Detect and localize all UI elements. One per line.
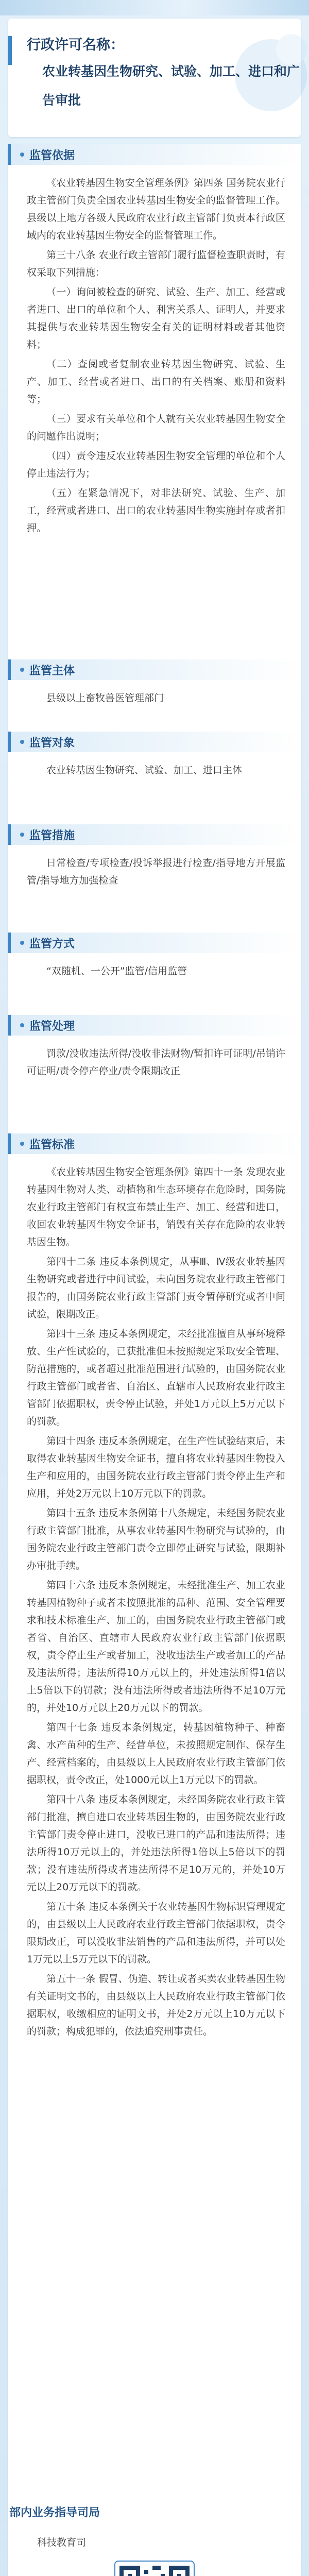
section-bullet-icon xyxy=(20,668,24,672)
section-object xyxy=(8,732,301,781)
section-bullet-icon xyxy=(20,740,24,744)
paragraph: （二）查阅或者复制农业转基因生物研究、试验、生产、加工、经营或者进口、出口的有关档案、账册和资料等； xyxy=(27,359,285,405)
paragraph: “双随机、一公开”监管/信用监管 xyxy=(46,965,187,977)
section-basis xyxy=(8,144,301,539)
main-card xyxy=(8,144,301,2576)
license-name xyxy=(27,33,301,115)
license-label: 行政许可名称： xyxy=(27,37,124,53)
section-method xyxy=(8,933,301,982)
section-header xyxy=(8,933,301,953)
section-bullet-icon xyxy=(20,941,24,945)
section-body xyxy=(8,953,301,980)
section-title: 监管措施 xyxy=(29,829,75,842)
paragraph: （四）责令违反农业转基因生物安全管理的单位和个人停止违法行为； xyxy=(27,450,285,479)
section-body xyxy=(8,1036,301,1080)
paragraph: 第三十八条 农业行政主管部门履行监督检查职责时，有权采取下列措施： xyxy=(27,249,285,278)
section-bullet-icon xyxy=(20,833,24,837)
section-body xyxy=(8,1154,301,2040)
top-band xyxy=(0,0,309,15)
paragraph: （五）在紧急情况下，对非法研究、试验、生产、加工，经营或者进口、出口的农业转基因生物实施封存或者扣押。 xyxy=(27,487,285,534)
section-header xyxy=(8,659,301,680)
section-handling xyxy=(8,1015,301,1082)
footer-title: 部内业务指导司局 xyxy=(9,2506,100,2519)
section-body xyxy=(8,752,301,779)
section-title: 监管对象 xyxy=(29,736,75,750)
section-body xyxy=(8,845,301,889)
paragraph: 第四十四条 违反本条例规定，在生产性试验结束后，未取得农业转基因生物安全证书，擅自将农业转基因生物投入生产和应用的，由国务院农业行政主管部门责令停止生产和应用，并处2万元以上10万元以下的罚款。 xyxy=(27,1435,285,1499)
paragraph: 农业转基因生物研究、试验、加工、进口主体 xyxy=(46,765,243,776)
section-body xyxy=(8,680,301,707)
paragraph: （一）询问被检查的研究、试验、生产、加工、经营或者进口、出口的单位和个人、利害关系人、证明人，并要求其提供与农业转基因生物安全有关的证明材料或者其他资料； xyxy=(27,286,285,350)
paragraph: 县级以上畜牧兽医管理部门 xyxy=(46,692,164,704)
paragraph: 第四十二条 违反本条例规定，从事Ⅲ、Ⅳ级农业转基因生物研究或者进行中间试验，未向国务院农业行政主管部门报告的，由国务院农业行政主管部门责令暂停研究或者中间试验，限期改正。 xyxy=(27,1256,285,1320)
paragraph: 《农业转基因生物安全管理条例》第四十一条 发现农业转基因生物对人类、动植物和生态环境存在危险时，国务院农业行政主管部门有权宣布禁止生产、加工、经营和进口，收回农业转基因生物安全证书，销毁有关存在危险的农业转基因生物。 xyxy=(27,1166,285,1248)
section-title: 监管依据 xyxy=(29,149,75,162)
section-bullet-icon xyxy=(20,152,24,157)
paragraph: 第四十三条 违反本条例规定，未经批准擅自从事环境释放、生产性试验的，已获批准但未按照规定采取安全管理、防范措施的，或者超过批准范围进行试验的，由国务院农业行政主管部门或者省、自治区、直辖市人民政府农业行政主管部门依据职权，责令停止试验，并处1万元以上5万元以下的罚款。 xyxy=(27,1328,285,1427)
paragraph: 罚款/没收违法所得/没收非法财物/暂扣许可证明/吊销许可证明/责令停产停业/责令限期改正 xyxy=(27,1048,285,1077)
paragraph: 《农业转基因生物安全管理条例》第四条 国务院农业行政主管部门负责全国农业转基因生物安全的监督管理工作。县级以上地方各级人民政府农业行政主管部门负责本行政区域内的农业转基因生物安全的监督管理工作。 xyxy=(27,177,285,241)
paragraph: 第四十七条 违反本条例规定，转基因植物种子、种畜禽、水产苗种的生产、经营单位，未按照规定制作、保存生产、经营档案的，由县级以上人民政府农业行政主管部门依据职权，责令改正，处1000元以上1万元以下的罚款。 xyxy=(27,1722,285,1786)
section-measures xyxy=(8,824,301,891)
paragraph: 第五十一条 假冒、伪造、转让或者买卖农业转基因生物有关证明文书的，由县级以上人民政府农业行政主管部门依据职权，收缴相应的证明文书，并处2万元以上10万元以下的罚款；构成犯罪的，依法追究刑事责任。 xyxy=(27,1973,285,2037)
section-title: 监管主体 xyxy=(29,664,75,677)
title-accent-bar xyxy=(8,36,12,65)
section-bullet-icon xyxy=(20,1023,24,1027)
section-title: 监管方式 xyxy=(29,937,75,951)
section-subject xyxy=(8,659,301,709)
section-header xyxy=(8,1015,301,1036)
license-card xyxy=(8,19,301,137)
section-header xyxy=(8,1133,301,1154)
license-value: 农业转基因生物研究、试验、加工、进口和广告审批 xyxy=(42,64,300,108)
section-header xyxy=(8,732,301,752)
section-bullet-icon xyxy=(20,1142,24,1146)
section-title: 监管处理 xyxy=(29,1020,75,1033)
qr-code-icon xyxy=(114,2561,195,2576)
paragraph: 第四十五条 违反本条例第十八条规定，未经国务院农业行政主管部门批准，从事农业转基因生物研究与试验的，由国务院农业行政主管部门责令立即停止研究与试验，限期补办审批手续。 xyxy=(27,1507,285,1571)
section-body xyxy=(8,165,301,537)
section-title: 监管标准 xyxy=(29,1138,75,1151)
footer-value: 科技教育司 xyxy=(37,2537,87,2548)
paragraph: 第四十六条 违反本条例规定，未经批准生产、加工农业转基因植物种子或者未按照批准的品种、范围、安全管理要求和技术标准生产、加工的，由国务院农业行政主管部门或者省、自治区、直辖市人民政府农业行政主管部门依据职权，责令停止生产或者加工，没收违法生产或者加工的产品及违法所得；违法所得10万元以上的，并处违法所得1倍以上5倍以下的罚款；没有违法所得或者违法所得不足10万元的，并处10万元以上20万元以下的罚款。 xyxy=(27,1580,285,1714)
paragraph: 第五十条 违反本条例关于农业转基因生物标识管理规定的，由县级以上人民政府农业行政主管部门依据职权，责令限期改正，可以没收非法销售的产品和违法所得，并可以处1万元以上5万元以下的罚款。 xyxy=(27,1901,285,1965)
qr-code-graphic xyxy=(119,2566,190,2576)
paragraph: 第四十八条 违反本条例规定，未经国务院农业行政主管部门批准，擅自进口农业转基因生物的，由国务院农业行政主管部门责令停止进口，没收已进口的产品和违法所得；违法所得10万元以上的，并处违法所得1倍以上5倍以下的罚款；没有违法所得或者违法所得不足10万元的，并处10万元以上20万元以下的罚款。 xyxy=(27,1794,285,1893)
paragraph: 日常检查/专项检查/投诉举报进行检查/指导地方开展监管/指导地方加强检查 xyxy=(27,857,285,886)
section-header xyxy=(8,144,301,165)
section-standard xyxy=(8,1133,301,2042)
section-header xyxy=(8,824,301,845)
paragraph: （三）要求有关单位和个人就有关农业转基因生物安全的问题作出说明； xyxy=(27,413,285,442)
